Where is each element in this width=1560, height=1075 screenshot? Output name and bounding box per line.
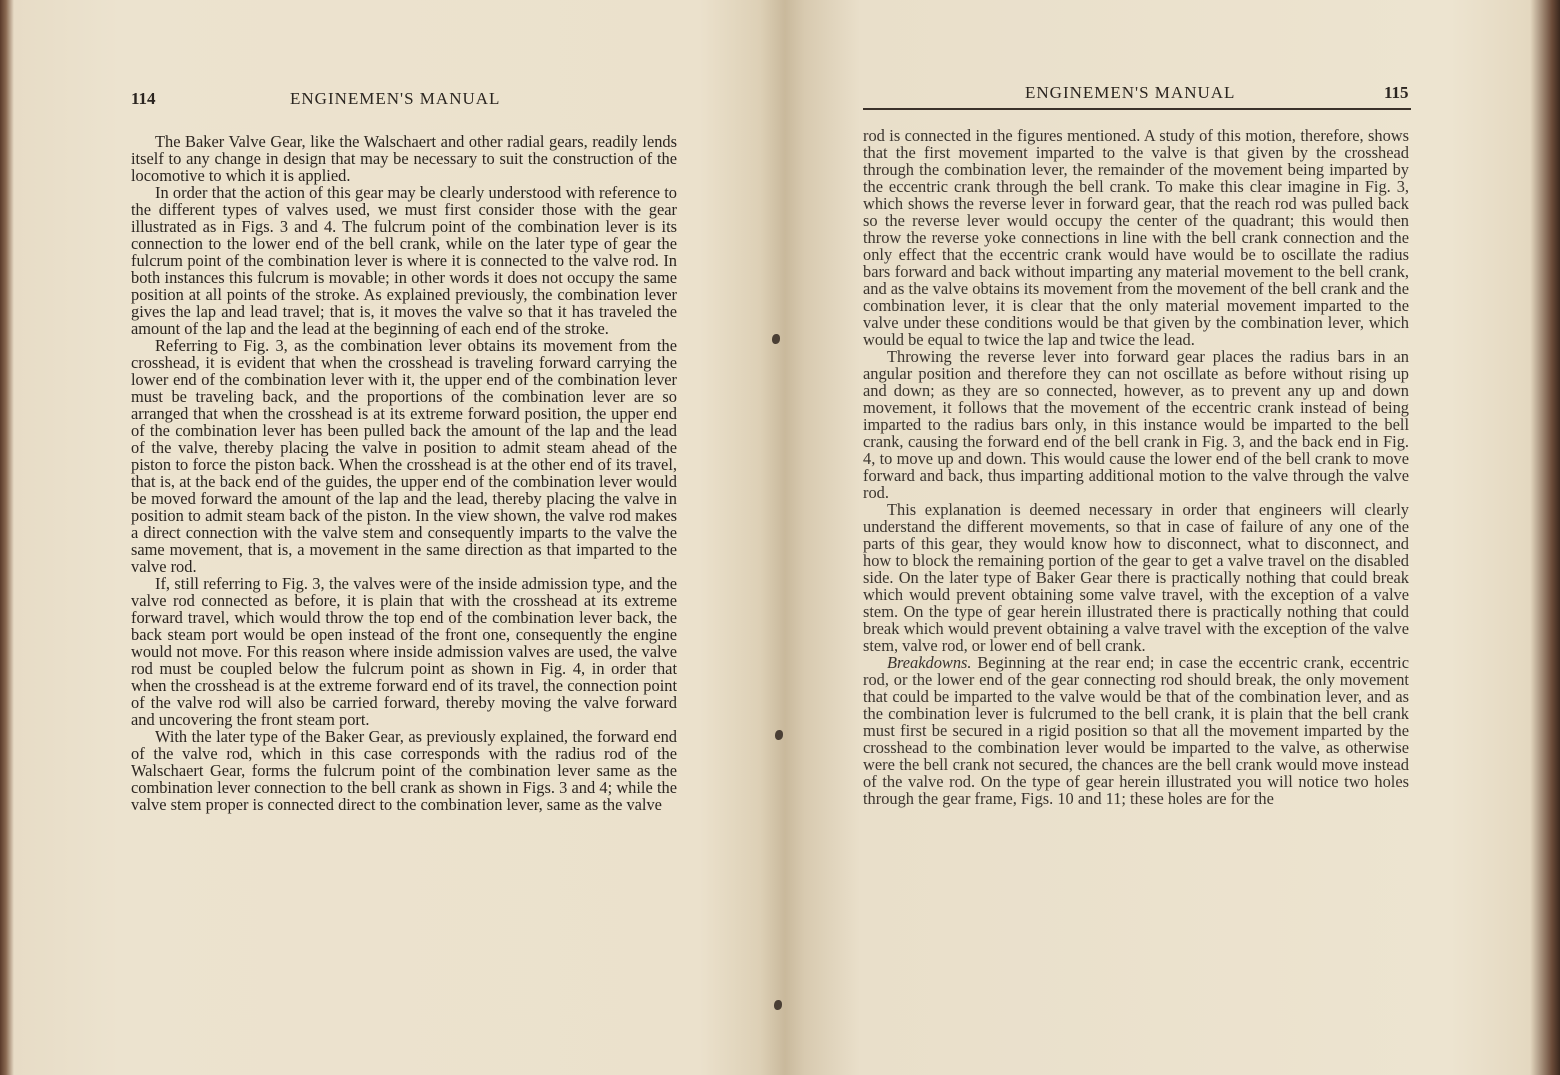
paragraph-breakdowns: [863, 654, 1409, 807]
paragraph: Referring to Fig. 3, as the combination lever obtains its movement from the crosshead, it is evident that when the crosshead is traveling forward carrying the lower end of the combination lever with it, the upper end of the combination lever must be traveling back, and the proportions of the combination lever are so arranged that when the crosshead is at its extreme forward position, the upper end of the combination lever has been pulled back the amount of the lap and the lead of the valve, thereby placing the valve in position to admit steam ahead of the piston to force the piston back. When the crosshead is at the other end of its travel, that is, at the back end of the guides, the upper end of the combination lever would be moved forward the amount of the lap and the lead, thereby placing the valve in position to admit steam back of the piston. In the view shown, the valve rod makes a direct connection with the valve stem and consequently imparts to the valve the same movement, that is, a movement in the same direction as that imparted to the valve rod.: [131, 336, 677, 576]
paragraph: rod is connected in the figures mentioned. A study of this motion, therefore, shows that the first movement imparted to the valve is that given by the crosshead through the combination lever, the remainder of the movement being imparted by the eccentric crank through the bell crank. To make this clear imagine in Fig. 3, which shows the reverse lever in forward gear, that the reach rod was pulled back so the reverse lever would occupy the center of the quadrant; this would then throw the reverse yoke connections in line with the bell crank connection and the only effect that the eccentric crank would have would be to oscillate the radius bars forward and back without imparting any material movement to the bell crank, and as the valve obtains its movement from the movement of the bell crank and the combination lever, it is clear that the only material movement imparted to the valve under these conditions would be that given by the combination lever, which would be equal to twice the lap and twice the lead.: [863, 126, 1409, 349]
paragraph: In order that the action of this gear may be clearly understood with reference to the different types of valves used, we must first consider those with the gear illustrated as in Figs. 3 and 4. The fulcrum point of the combination lever is its connection to the lower end of the bell crank, while on the later type of gear the fulcrum point of the combination lever is where it is connected to the valve rod. In both instances this fulcrum is movable; in other words it does not occupy the same position at all points of the stroke. As explained previously, the combination lever gives the lap and lead travel; that is, it moves the valve so that it has traveled the amount of the lap and the lead at the beginning of each end of the stroke.: [131, 183, 677, 338]
paragraph: With the later type of the Baker Gear, as previously explained, the forward end of the valve rod, which in this case corresponds with the radius rod of the Walschaert Gear, forms the fulcrum point of the combination lever same as the combination lever connection to the bell crank as shown in Figs. 3 and 4; while the valve stem proper is connected direct to the combination lever, same as the valve: [131, 727, 677, 814]
paragraph: The Baker Valve Gear, like the Walschaert and other radial gears, readily lends itself to any change in design that may be necessary to suit the construction of the locomotive to which it is applied.: [131, 132, 677, 185]
paragraph: This explanation is deemed necessary in order that engineers will clearly understand the different movements, so that in case of failure of any one of the parts of this gear, they would know how to disconnect, what to disconnect, and how to block the remaining portion of the gear to get a valve travel on the disabled side. On the later type of Baker Gear there is practically nothing that could break which would prevent obtaining some valve travel, with the exception of a valve stem. On the type of gear herein illustrated there is practically nothing that could break which would prevent obtaining a valve travel with the exception of the valve stem, valve rod, or lower end of bell crank.: [863, 500, 1409, 655]
page-body: [863, 127, 1409, 807]
page-number: 115: [1384, 83, 1409, 102]
section-heading: Breakdowns.: [887, 653, 972, 672]
paragraph-text: Beginning at the rear end; in case the eccentric crank, eccentric rod, or the lower end of the gear connecting rod should break, the only movement that could be imparted to the valve would be that of the combination lever, and as the combination lever is fulcrumed to the bell crank, it is plain that the bell crank must first be secured in a rigid position so that all the movement imparted by the crosshead to the combination lever would be imparted to the valve, as otherwise were the bell crank not secured, the chances are the bell crank would move instead of the valve rod. On the type of gear herein illustrated you will notice two holes through the gear frame, Figs. 10 and 11; these holes are for the: [863, 653, 1409, 808]
binding-thread-mark: [775, 730, 783, 740]
page-number: 114: [131, 89, 156, 108]
paragraph: Throwing the reverse lever into forward gear places the radius bars in an angular position and therefore they can not oscillate as before without rising up and down; as they are so connected, however, as to prevent any up and down movement, it follows that the movement of the eccentric crank instead of being imparted to the radius bars only, in this instance would be imparted to the bell crank, causing the forward end of the bell crank in Fig. 3, and the back end in Fig. 4, to move up and down. This would cause the lower end of the bell crank to move forward and back, thus imparting additional motion to the valve through the valve rod.: [863, 347, 1409, 502]
page-body: [131, 133, 677, 813]
binding-thread-mark: [774, 1000, 782, 1010]
binding-thread-mark: [772, 334, 780, 344]
header-rule: [863, 108, 1411, 110]
running-head: ENGINEMEN'S MANUAL: [1025, 83, 1236, 102]
right-page: [780, 0, 1560, 1075]
running-head: ENGINEMEN'S MANUAL: [290, 89, 501, 108]
paragraph: If, still referring to Fig. 3, the valves were of the inside admission type, and the valve rod connected as before, it is plain that with the crosshead at its extreme forward travel, which would throw the top end of the combination lever back, the back steam port would be open instead of the front one, consequently the engine would not move. For this reason where inside admission valves are used, the valve rod must be coupled below the fulcrum point as shown in Fig. 4, in order that when the crosshead is at the extreme forward end of its travel, the connection point of the valve rod will also be carried forward, thereby moving the valve forward and uncovering the front steam port.: [131, 574, 677, 729]
